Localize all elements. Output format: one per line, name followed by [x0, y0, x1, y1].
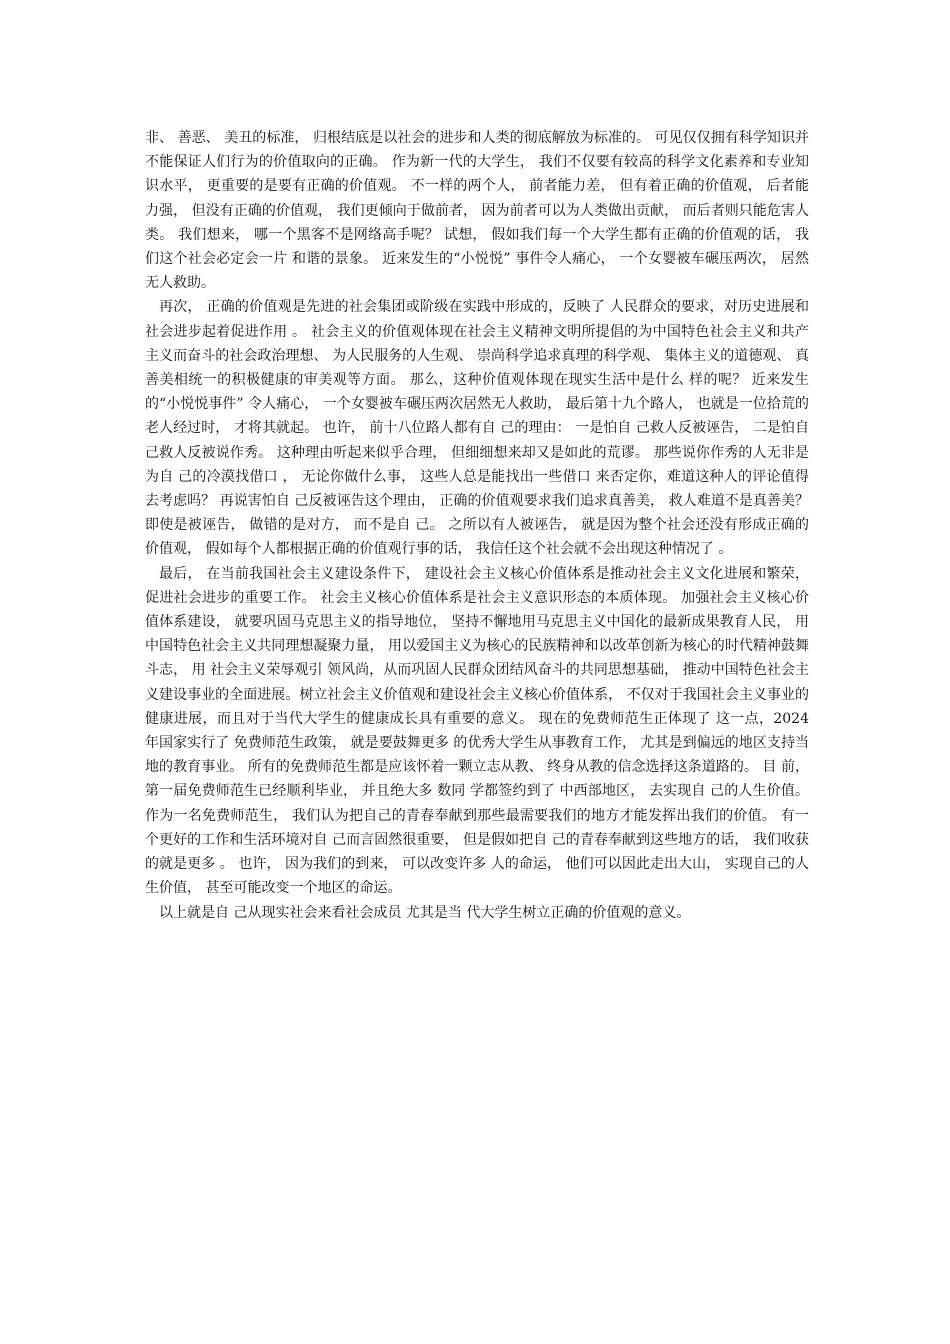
paragraph-3: 最后， 在当前我国社会主义建设条件下， 建设社会主义核心价值体系是推动社会主义文化进展和繁荣， 促进社会进步的重要工作。 社会主义核心价值体系是社会主义意识形态的本质体现。 加强社会主义核心价值体系建设， 就要巩固马克思主义的指导地位， 坚持不懈地用马克思主义中国化的最新成果教育人民， 用 中国特色社会主义共同理想凝聚力量， 用以爱国主义为核心的民族精神和以改革创新为核心的时代精神鼓舞斗志， 用 社会主义荣辱观引 领风尚，从而巩固人民群众团结风奋斗的共同思想基础， 推动中国特色社会主义建设事业的全面进展。树立社会主义价值观和建设社会主义核心价值体系， 不仅对于我国社会主义事业的健康进展，而且对于当代大学生的健康成长具有重要的意义。 现在的免费师范生正体现了 这一点，2024 年国家实行了 免费师范生政策， 就是要鼓舞更多 的优秀大学生从事教育工作， 尤其是到偏远的地区支持当地的教育事业。 所有的免费师范生都是应该怀着一颗立志从教、 终身从教的信念选择这条道路的。 目 前， 第一届免费师范生已经顺利毕业， 并且绝大多 数同 学都签约到了 中西部地区， 去实现自 己的人生价值。 作为一名免费师范生， 我们认为把自己的青春奉献到那些最需要我们的地方才能发挥出我们的价值。 有一个更好的工作和生活环境对自 己而言固然很重要， 但是假如把自 己的青春奉献到这些地方的话， 我们收获的就是更多 。 也许， 因为我们的到来， 可以改变许多 人的命运， 他们可以因此走出大山， 实现自己的人生价值， 甚至可能改变一个地区的命运。 — [145, 565, 809, 897]
paragraph-4: 以上就是自 己从现实社会来看社会成员 尤其是当 代大学生树立正确的价值观的意义。 — [159, 904, 691, 921]
paragraph-2: 再次， 正确的价值观是先进的社会集团或阶级在实践中形成的，反映了 人民群众的要求，对历史进展和社会进步起着促进作用 。 社会主义的价值观体现在社会主义精神文明所提倡的为中国特色社会主义和共产主义而奋斗的社会政治理想、 为人民服务的人生观、 崇尚科学追求真理的科学观、 集体主义的道德观、 真善美相统一的积极健康的审美观等方面。 那么，这种价值观体现在现实生活中是什么 样的呢？ 近来发生的“小悦悦事件” 令人痛心， 一个女婴被车碾压两次居然无人救助， 最后第十九个路人， 也就是一位拾荒的老人经过时， 才将其就起。 也许， 前十八位路人都有自 己的理由： 一是怕自 己救人反被诬告， 二是怕自 己救人反被说作秀。 这种理由听起来似乎合理， 但细细想来却又是如此的荒谬。 那些说你作秀的人无非是为自 己的冷漠找借口 ， 无论你做什么事， 这些人总是能找出一些借口 来否定你，难道这种人的评论值得去考虑吗？ 再说害怕自 己反被诬告这个理由， 正确的价值观要求我们追求真善美， 救人难道不是真善美？ 即使是被诬告， 做错的是对方， 而不是自 己。 之所以有人被诬告， 就是因为整个社会还没有形成正确的价值观， 假如每个人都根据正确的价值观行事的话， 我信任这个社会就不会出现这种情况了 。 — [145, 299, 809, 558]
paragraph-1: 非、 善恶、 美丑的标准， 归根结底是以社会的进步和人类的彻底解放为标准的。 可见仅仅拥有科学知识并不能保证人们行为的价值取向的正确。 作为新一代的大学生， 我们不仅要有较高的科学文化素养和专业知识水平， 更重要的是要有正确的价值观。 不一样的两个人， 前者能力差， 但有着正确的价值观， 后者能力强， 但没有正确的价值观， 我们更倾向于做前者， 因为前者可以为人类做出贡献， 而后者则只能危害人类。 我们想来， 哪一个黑客不是网络高手呢？ 试想， 假如我们每一个大学生都有正确的价值观的话， 我们这个社会必定会一片 和谐的景象。 近来发生的“小悦悦” 事件令人痛心， 一个女婴被车碾压两次， 居然无人救助。 — [145, 130, 809, 292]
document-body — [145, 126, 809, 925]
